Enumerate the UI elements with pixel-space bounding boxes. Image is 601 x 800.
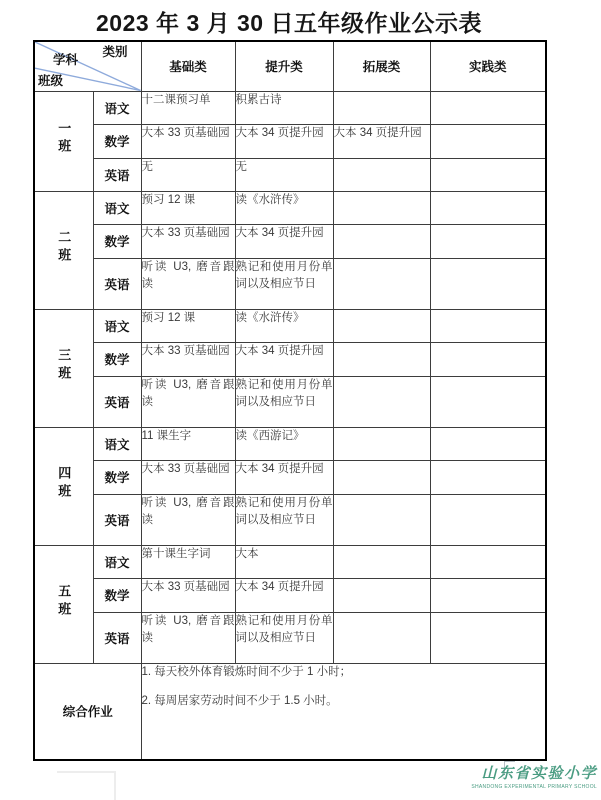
table-row xyxy=(34,427,546,460)
table-row xyxy=(34,91,546,124)
homework-cell xyxy=(333,427,430,460)
summary-label: 综合作业 xyxy=(34,663,141,760)
table-row xyxy=(34,342,546,376)
page-title: 2023 年 3 月 30 日五年级作业公示表 xyxy=(96,10,482,36)
class-label-cell xyxy=(34,191,93,309)
homework-cell: 读《水浒传》 xyxy=(235,191,333,224)
homework-cell: 预习 12 课 xyxy=(141,309,235,342)
header-row xyxy=(34,41,546,91)
corner-label-subject: 学科 xyxy=(53,53,79,67)
subject-label: 英语 xyxy=(93,612,141,663)
homework-cell xyxy=(430,578,546,612)
homework-cell xyxy=(430,224,546,258)
table-row xyxy=(34,309,546,342)
class-label: 五班 xyxy=(56,583,72,620)
homework-cell xyxy=(430,545,546,578)
homework-cell xyxy=(430,342,546,376)
homework-cell: 大本 33 页基础园 xyxy=(141,578,235,612)
subject-label: 语文 xyxy=(93,191,141,224)
table-row xyxy=(34,545,546,578)
homework-cell: 听读 U3, 磨音跟读 xyxy=(141,376,235,427)
subject-label: 语文 xyxy=(93,91,141,124)
corner-label-class: 班级 xyxy=(38,73,64,88)
homework-cell xyxy=(333,494,430,545)
subject-label: 语文 xyxy=(93,545,141,578)
table-row xyxy=(34,376,546,427)
homework-cell: 无 xyxy=(141,158,235,191)
page-corner-mark xyxy=(57,771,116,800)
class-label-cell xyxy=(34,427,93,545)
column-header-expand: 拓展类 xyxy=(333,41,430,91)
table-row xyxy=(34,158,546,191)
homework-cell: 11 课生字 xyxy=(141,427,235,460)
table-row xyxy=(34,578,546,612)
column-header-improve: 提升类 xyxy=(235,41,333,91)
class-label-cell xyxy=(34,545,93,663)
homework-cell: 十二课预习单 xyxy=(141,91,235,124)
summary-row xyxy=(34,663,546,760)
table-row xyxy=(34,191,546,224)
homework-cell: 熟记和使用月份单词以及相应节日 xyxy=(235,376,333,427)
subject-label: 英语 xyxy=(93,258,141,309)
table-row xyxy=(34,124,546,158)
homework-cell xyxy=(430,91,546,124)
homework-cell xyxy=(333,342,430,376)
school-name-cn: 山东省实验小学 xyxy=(481,764,597,782)
class-label-cell xyxy=(34,91,93,191)
homework-cell xyxy=(333,191,430,224)
homework-cell xyxy=(430,376,546,427)
homework-cell: 无 xyxy=(235,158,333,191)
class-label: 二班 xyxy=(56,229,72,266)
homework-cell xyxy=(430,258,546,309)
class-label: 四班 xyxy=(56,465,72,502)
homework-cell: 大本 33 页基础园 xyxy=(141,342,235,376)
homework-cell: 积累古诗 xyxy=(235,91,333,124)
homework-cell: 第十课生字词 xyxy=(141,545,235,578)
homework-cell xyxy=(333,376,430,427)
corner-label-category: 类别 xyxy=(102,45,128,59)
class-label: 一班 xyxy=(56,120,72,157)
summary-content xyxy=(141,663,546,760)
subject-label: 英语 xyxy=(93,494,141,545)
subject-label: 数学 xyxy=(93,460,141,494)
homework-cell: 大本 xyxy=(235,545,333,578)
homework-cell: 大本 34 页提升园 xyxy=(235,342,333,376)
subject-label: 数学 xyxy=(93,342,141,376)
homework-cell: 熟记和使用月份单词以及相应节日 xyxy=(235,258,333,309)
homework-cell xyxy=(333,224,430,258)
homework-cell: 大本 34 页提升园 xyxy=(235,124,333,158)
homework-cell: 听读 U3, 磨音跟读 xyxy=(141,258,235,309)
homework-cell xyxy=(430,494,546,545)
homework-cell: 大本 33 页基础园 xyxy=(141,224,235,258)
homework-cell: 熟记和使用月份单词以及相应节日 xyxy=(235,612,333,663)
homework-cell xyxy=(333,612,430,663)
homework-cell xyxy=(333,545,430,578)
summary-line-2: 2. 每周居家劳动时间不少于 1.5 小时。 xyxy=(141,694,338,707)
homework-cell xyxy=(333,460,430,494)
homework-cell xyxy=(333,158,430,191)
homework-cell xyxy=(333,91,430,124)
homework-cell xyxy=(333,258,430,309)
homework-cell: 大本 34 页提升园 xyxy=(235,224,333,258)
summary-line-1: 1. 每天校外体育锻炼时间不少于 1 小时； xyxy=(141,665,352,678)
corner-header-cell xyxy=(34,41,141,91)
homework-cell xyxy=(333,578,430,612)
homework-cell xyxy=(430,612,546,663)
homework-cell: 读《水浒传》 xyxy=(235,309,333,342)
homework-cell: 听读 U3, 磨音跟读 xyxy=(141,494,235,545)
homework-cell xyxy=(430,158,546,191)
homework-cell: 大本 34 页提升园 xyxy=(235,578,333,612)
subject-label: 数学 xyxy=(93,578,141,612)
homework-cell: 大本 34 页提升园 xyxy=(333,124,430,158)
homework-table xyxy=(33,40,547,761)
subject-label: 数学 xyxy=(93,224,141,258)
homework-cell: 大本 33 页基础园 xyxy=(141,124,235,158)
school-name-en: SHANDONG EXPERIMENTAL PRIMARY SCHOOL xyxy=(471,784,597,790)
table-row xyxy=(34,224,546,258)
homework-cell xyxy=(430,460,546,494)
class-label-cell xyxy=(34,309,93,427)
table-row xyxy=(34,612,546,663)
subject-label: 英语 xyxy=(93,158,141,191)
subject-label: 语文 xyxy=(93,427,141,460)
homework-cell: 大本 34 页提升园 xyxy=(235,460,333,494)
homework-cell: 预习 12 课 xyxy=(141,191,235,224)
subject-label: 英语 xyxy=(93,376,141,427)
subject-label: 语文 xyxy=(93,309,141,342)
homework-cell xyxy=(430,309,546,342)
homework-cell: 大本 33 页基础园 xyxy=(141,460,235,494)
column-header-basic: 基础类 xyxy=(141,41,235,91)
homework-cell xyxy=(430,124,546,158)
table-row xyxy=(34,460,546,494)
column-header-practice: 实践类 xyxy=(430,41,546,91)
homework-cell xyxy=(430,191,546,224)
class-label: 三班 xyxy=(56,347,72,384)
homework-cell: 熟记和使用月份单词以及相应节日 xyxy=(235,494,333,545)
homework-cell xyxy=(430,427,546,460)
homework-cell: 读《西游记》 xyxy=(235,427,333,460)
table-row xyxy=(34,494,546,545)
homework-cell xyxy=(333,309,430,342)
table-row xyxy=(34,258,546,309)
subject-label: 数学 xyxy=(93,124,141,158)
school-watermark xyxy=(471,762,597,790)
homework-cell: 听读 U3, 磨音跟读 xyxy=(141,612,235,663)
